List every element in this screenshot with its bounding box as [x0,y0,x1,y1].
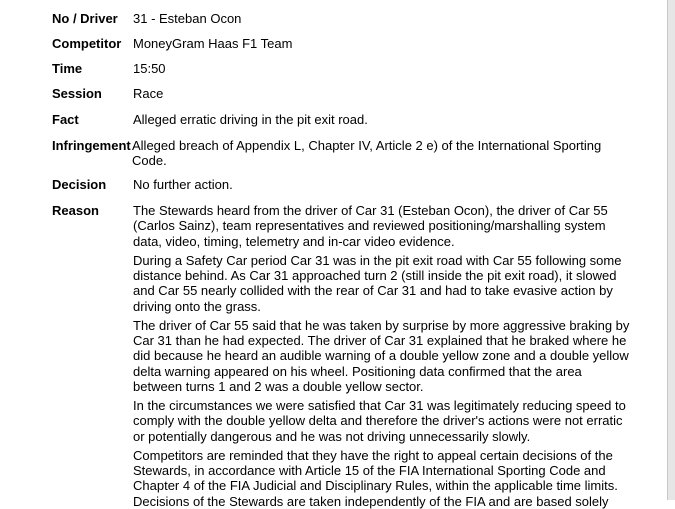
infringement-label: Infringement [52,138,131,153]
time-label: Time [52,61,83,76]
driver-value: 31 - Esteban Ocon [133,11,242,26]
reason-label: Reason [52,203,99,218]
competitor-value: MoneyGram Haas F1 Team [133,36,293,51]
reason-paragraph: In the circumstances we were satisfied that Car 31 was legitimately reducing speed to comply with the double yellow delta and therefore the driver's actions were not erratic or potentially dangerous and he was not driving unnecessarily slowly. [133,398,626,444]
competitor-label: Competitor [52,36,122,51]
decision-label: Decision [52,177,107,192]
reason-cut-off-line: Decisions of the Stewards are taken independently of the FIA and are based solely [133,494,609,509]
infringement-value: Alleged breach of Appendix L, Chapter IV, Article 2 e) of the International Sporting Code. [132,138,602,168]
decision-value: No further action. [133,177,233,192]
reason-paragraph: The driver of Car 55 said that he was taken by surprise by more aggressive braking by Car 31 than he had expected. The driver of Car 31 explained that he braked where he did because he heard an audible warning of a double yellow zone and a double yellow delta warning appeared on his wheel. Positioning data confirmed that the area between turns 1 and 2 was a double yellow sector. [133,317,630,394]
driver-label: No / Driver [52,11,118,26]
session-value: Race [133,86,164,101]
session-label: Session [52,86,102,101]
reason-paragraph: The Stewards heard from the driver of Car 31 (Esteban Ocon), the driver of Car 55 (Carlos Sainz), team representatives and reviewed positioning/marshalling system data, video, timing, telemetry and in-car video evidence. [133,203,608,249]
reason-paragraph: Competitors are reminded that they have the right to appeal certain decisions of the Stewards, in accordance with Article 15 of the FIA International Sporting Code and Chapter 4 of the FIA Judicial and Disciplinary Rules, within the applicable time limits. [133,447,618,494]
time-value: 15:50 [133,61,166,76]
reason-body [133,203,631,498]
fact-value: Alleged erratic driving in the pit exit road. [133,112,368,127]
fact-label: Fact [52,112,79,127]
page-edge-shadow [667,0,675,500]
reason-paragraph: During a Safety Car period Car 31 was in the pit exit road with Car 55 following some distance behind. As Car 31 approached turn 2 (still inside the pit exit road), it slowed and Car 55 nearly collided with the rear of Car 31 and had to take evasive action by driving onto the grass. [133,252,622,314]
